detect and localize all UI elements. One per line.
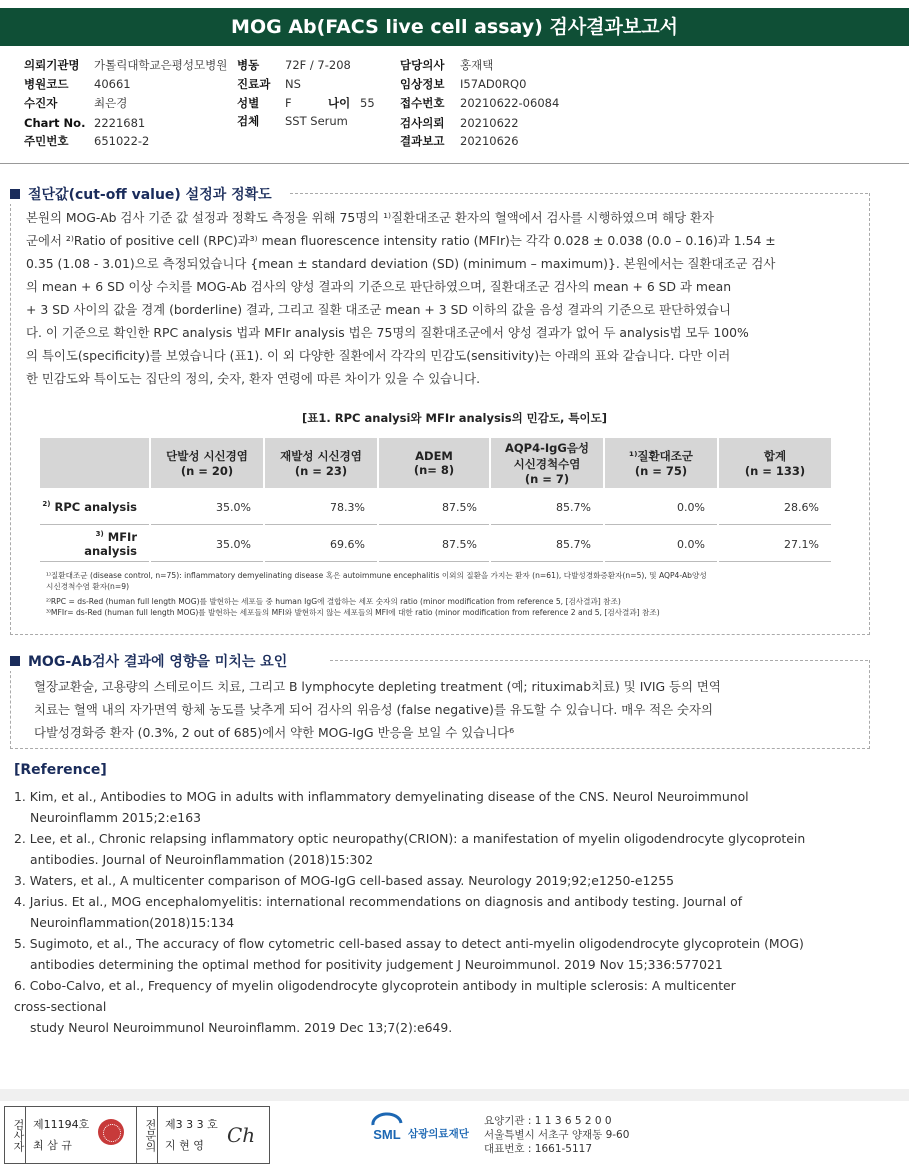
row-label: $^{3)}$ MFIr analysis bbox=[40, 527, 149, 562]
table-header-row bbox=[40, 438, 831, 488]
signature-box bbox=[4, 1106, 270, 1164]
table-cell: 35.0% bbox=[151, 527, 263, 562]
inspector-name: 최 삼 규 bbox=[33, 1139, 72, 1152]
report-title: MOG Ab(FACS live cell assay) 검사결과보고서 bbox=[0, 8, 909, 46]
approver-label: 전문의 bbox=[136, 1107, 158, 1163]
square-bullet-icon bbox=[10, 189, 20, 199]
table-header-cell: 합계 (n = 133) bbox=[719, 438, 831, 488]
reference-line: Neuroinflammation(2018)15:134 bbox=[30, 915, 235, 930]
sml-logo-icon bbox=[367, 1111, 407, 1145]
reference-line: 3. Waters, et al., A multicenter comparison of MOG-IgG cell-based assay. Neurology 2019;92;e1250-e1255 bbox=[14, 873, 675, 888]
row-label: $^{2)}$ RPC analysis bbox=[40, 490, 149, 525]
section1-heading: 절단값(cut-off value) 설정과 정확도 bbox=[10, 184, 282, 204]
inspector-label: 검사자 bbox=[5, 1107, 26, 1163]
age-field: 나이 55 bbox=[328, 96, 375, 110]
table-header-cell: ADEM (n= 8) bbox=[379, 438, 489, 488]
table-cell: 69.6% bbox=[265, 527, 377, 562]
org-field: 의뢰기관명 가톨릭대학교은평성모병원 bbox=[24, 58, 228, 72]
section2-heading: MOG-Ab검사 결과에 영향을 미치는 요인 bbox=[10, 651, 297, 671]
table-cell: 28.6% bbox=[719, 490, 831, 525]
footer-separator bbox=[0, 1089, 909, 1101]
reference-line: 6. Cobo-Calvo, et al., Frequency of myelin oligodendrocyte glycoprotein antibody in multiple sclerosis: A multicenter bbox=[14, 978, 736, 993]
patient-info bbox=[0, 50, 909, 164]
resident-no-field: 주민번호 651022-2 bbox=[24, 134, 150, 148]
approver-license: 제3 3 3 호 bbox=[165, 1118, 218, 1131]
sensitivity-table bbox=[38, 436, 833, 564]
ward-field: 병동 72F / 7-208 bbox=[237, 58, 351, 72]
table-header-blank bbox=[40, 438, 149, 488]
reference-list bbox=[14, 786, 805, 1038]
hospital-code-field: 병원코드 40661 bbox=[24, 77, 131, 91]
dept-field: 진료과 NS bbox=[237, 77, 301, 91]
reference-line: antibodies determining the optimal method for positivity judgement J Neuroimmunol. 2019 Nov 15;336:577021 bbox=[30, 957, 723, 972]
table-cell: 87.5% bbox=[379, 527, 489, 562]
reference-line: 5. Sugimoto, et al., The accuracy of flow cytometric cell-based assay to detect anti-myelin oligodendrocyte glycoprotein (MOG) bbox=[14, 936, 804, 951]
reference-line: antibodies. Journal of Neuroinflammation (2018)15:302 bbox=[30, 852, 374, 867]
agency-number: 요양기관 : 1 1 3 6 5 2 0 0 bbox=[484, 1115, 612, 1127]
table-header-cell: ¹⁾질환대조군 (n = 75) bbox=[605, 438, 717, 488]
footnote: 시신경척수염 환자(n=9) bbox=[46, 582, 130, 591]
table-header-cell: 재발성 시신경염 (n = 23) bbox=[265, 438, 377, 488]
reference-line: study Neurol Neuroimmunol Neuroinflamm. 2019 Dec 13;7(2):e649. bbox=[30, 1020, 453, 1035]
address: 서울특별시 서초구 양재동 9-60 bbox=[484, 1129, 630, 1141]
request-date-field: 검사의뢰 20210622 bbox=[400, 116, 519, 130]
table-cell: 35.0% bbox=[151, 490, 263, 525]
table-row bbox=[40, 527, 831, 562]
table-cell: 0.0% bbox=[605, 527, 717, 562]
footnote: ³⁾MFIr= ds-Red (human full length MOG)를 발현하는 세포들의 MFI와 발현하지 않는 세포들의 MFI에 대한 ratio (minor modification from reference 2 and 5, [검사결과] 참조) bbox=[46, 608, 660, 617]
specimen-field: 검체 SST Serum bbox=[237, 114, 348, 128]
table-cell: 85.7% bbox=[491, 527, 603, 562]
table-cell: 87.5% bbox=[379, 490, 489, 525]
report-date-field: 결과보고 20210626 bbox=[400, 134, 519, 148]
table-row bbox=[40, 490, 831, 525]
table-cell: 78.3% bbox=[265, 490, 377, 525]
phone: 대표번호 : 1661-5117 bbox=[484, 1143, 593, 1155]
reference-line: cross-sectional bbox=[14, 999, 107, 1014]
table-header-cell: AQP4-IgG음성 시신경척수염 (n = 7) bbox=[491, 438, 603, 488]
table-cell: 27.1% bbox=[719, 527, 831, 562]
table-title: [표1. RPC analysi와 MFIr analysis의 민감도, 특이도] bbox=[302, 411, 607, 425]
logo-text: SML bbox=[373, 1127, 401, 1142]
inspector-license: 제11194호 bbox=[33, 1118, 90, 1131]
square-bullet-icon bbox=[10, 656, 20, 666]
reference-heading: [Reference] bbox=[14, 762, 107, 778]
footnote: ²⁾RPC = ds-Red (human full length MOG)를 발현하는 세포들 중 human IgG에 결합하는 세포 숫자의 ratio (minor modification from reference 5, [검사결과] 참조) bbox=[46, 597, 621, 606]
section1-paragraph: 본원의 MOG-Ab 검사 기준 값 설정과 정확도 측정을 위해 75명의 ¹⁾질환대조군 환자의 혈액에서 검사를 시행하였으며 해당 환자 군에서 ²⁾Ratio of positive cell (RPC)과³⁾ mean fluorescence intensity ratio (MFIr)는 각각 0.028 ± 0.038 (0.0 – 0.16)과 1.54 ± 0.35 (1.08 - 3.01)으로 측정되었습니다 {mean ± standard deviation (SD) (minimum – maximum)}. 본원에서는 질환대조군 검사 의 mean + 6 SD 이상 수치를 MOG-Ab 검사의 양성 결과의 기준으로 판단하였으며, 질환대조군 검사의 mean + 6 SD 과 mean + 3 SD 사이의 값을 경계 (borderline) 결과, 그리고 질환 대조군 mean + 3 SD 이하의 값을 음성 결과의 기준으로 판단하였습니 다. 이 기준으로 확인한 RPC analysis 법과 MFIr analysis 법은 75명의 질환대조군에서 양성 결과가 없어 두 analysis법 모두 100% 의 특이도(specificity)를 보였습니다 (표1). 이 외 다양한 질환에서 각각의 민감도(sensitivity)는 아래의 표와 같습니다. 다만 이러 한 민감도와 특이도는 집단의 정의, 숫자, 환자 연령에 따른 차이가 있을 수 있습니다. bbox=[26, 210, 776, 386]
reference-line: Neuroinflamm 2015;2:e163 bbox=[30, 810, 201, 825]
table-cell: 85.7% bbox=[491, 490, 603, 525]
signature: Ch bbox=[227, 1123, 256, 1147]
doctor-field: 담당의사 홍재택 bbox=[400, 58, 494, 72]
reference-line: 1. Kim, et al., Antibodies to MOG in adults with inflammatory demyelinating disease of the CNS. Neurol Neuroimmunol bbox=[14, 789, 749, 804]
section2-paragraph: 혈장교환술, 고용량의 스테로이드 치료, 그리고 B lymphocyte depleting treatment (예; rituximab치료) 및 IVIG 등의 면역 치료는 혈액 내의 자가면역 항체 농도를 낮추게 되어 검사의 위음성 (false negative)를 유도할 수 있습니다. 매우 적은 숫자의 다발성경화증 환자 (0.3%, 2 out of 685)에서 약한 MOG-IgG 반응을 보일 수 있습니다⁶ bbox=[34, 679, 721, 740]
clinical-field: 임상정보 I57AD0RQ0 bbox=[400, 77, 527, 91]
patient-name-field: 수진자 최은경 bbox=[24, 96, 128, 110]
table-header-cell: 단발성 시신경염 (n = 20) bbox=[151, 438, 263, 488]
receipt-field: 접수번호 20210622-06084 bbox=[400, 96, 560, 110]
approver-name: 지 현 영 bbox=[165, 1139, 204, 1152]
chart-no-field: Chart No. 2221681 bbox=[24, 116, 146, 130]
sex-field: 성별 F bbox=[237, 96, 292, 110]
footnote: ¹⁾질환대조군 (disease control, n=75): inflammatory demyelinating disease 혹은 autoimmune encephalitis 이외의 질환을 가지는 환자 (n=61), 다발성경화증환자(n=5), 및 AQP4-Ab양성 bbox=[46, 571, 707, 580]
seal-stamp-icon bbox=[98, 1119, 124, 1145]
reference-line: 2. Lee, et al., Chronic relapsing inflammatory optic neuropathy(CRION): a manifestation of myelin oligodendrocyte glycoprotein bbox=[14, 831, 806, 846]
org-name: 삼광의료재단 bbox=[408, 1128, 469, 1140]
table-cell: 0.0% bbox=[605, 490, 717, 525]
reference-line: 4. Jarius. Et al., MOG encephalomyelitis: international recommendations on diagnosis and antibody testing. Journal of bbox=[14, 894, 743, 909]
